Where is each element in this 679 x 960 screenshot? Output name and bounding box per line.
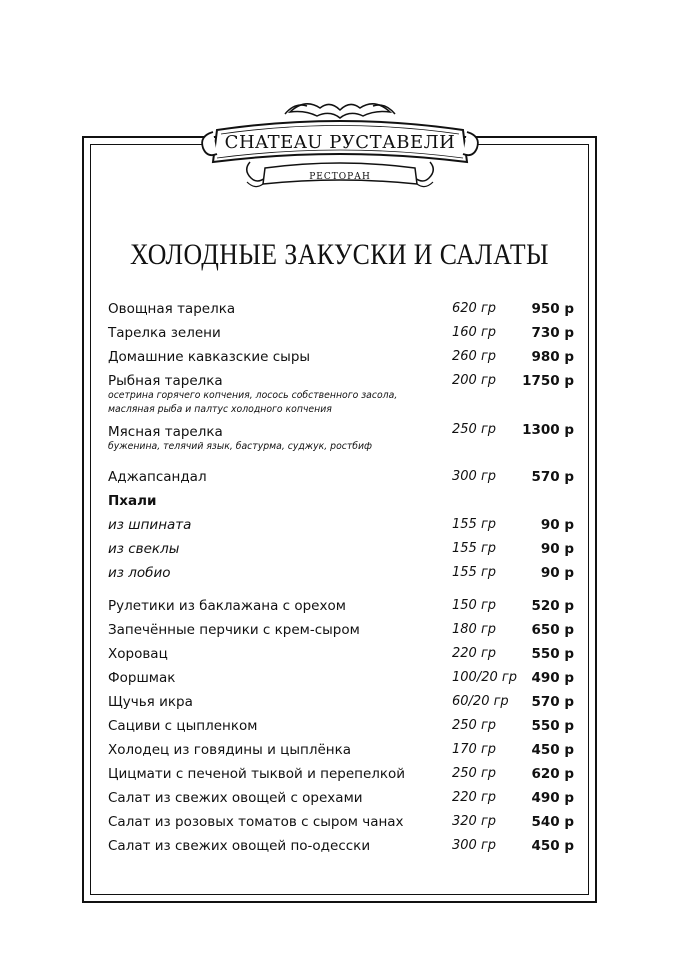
item-price: 450 р <box>531 742 574 758</box>
item-name: Пхали <box>108 493 157 509</box>
item-name: Домашние кавказские сыры <box>108 349 311 365</box>
item-name: Овощная тарелка <box>108 301 236 317</box>
item-weight: 220 гр <box>452 646 497 661</box>
item-weight: 160 гр <box>452 325 497 340</box>
item-weight: 260 гр <box>452 349 497 364</box>
item-name: Салат из розовых томатов с сыром чанах <box>108 814 404 830</box>
item-price: 950 р <box>531 301 574 317</box>
item-weight: 200 гр <box>452 373 497 388</box>
item-weight: 300 гр <box>452 838 497 853</box>
item-price: 570 р <box>531 469 574 485</box>
item-name: Мясная тарелка <box>108 424 223 440</box>
item-price: 620 р <box>531 766 574 782</box>
item-weight: 220 гр <box>452 790 497 805</box>
item-name: Цицмати с печеной тыквой и перепелкой <box>108 766 406 782</box>
item-weight: 100/20 гр <box>452 670 517 685</box>
item-weight: 180 гр <box>452 622 497 637</box>
item-price: 550 р <box>531 646 574 662</box>
item-name: Запечённые перчики с крем-сыром <box>108 622 360 638</box>
item-name: Хоровац <box>108 646 168 662</box>
item-name: Аджапсандал <box>108 469 207 485</box>
brand-subtitle: РЕСТОРАН <box>309 172 371 182</box>
item-price: 490 р <box>531 790 574 806</box>
item-weight: 320 гр <box>452 814 497 829</box>
item-price: 90 р <box>540 565 574 581</box>
item-description: осетрина горячего копчения, лосось собственного засола, <box>108 390 398 401</box>
item-name: Салат из свежих овощей по-одесски <box>108 838 371 854</box>
restaurant-logo <box>195 92 485 207</box>
item-price: 450 р <box>531 838 574 854</box>
item-weight: 620 гр <box>452 301 497 316</box>
menu-section-title: ХОЛОДНЫЕ ЗАКУСКИ И САЛАТЫ <box>130 238 549 271</box>
item-price: 650 р <box>531 622 574 638</box>
item-weight: 170 гр <box>452 742 497 757</box>
item-price: 550 р <box>531 718 574 734</box>
item-name: Рулетики из баклажана с орехом <box>108 598 346 614</box>
item-weight: 150 гр <box>452 598 497 613</box>
item-price: 520 р <box>531 598 574 614</box>
item-name: Форшмак <box>108 670 176 686</box>
item-name: из свеклы <box>108 541 180 557</box>
item-description: буженина, телячий язык, бастурма, суджук, ростбиф <box>108 441 373 452</box>
item-price: 980 р <box>531 349 574 365</box>
item-weight: 60/20 гр <box>452 694 509 709</box>
item-name: Тарелка зелени <box>108 325 221 341</box>
item-price: 1750 р <box>522 373 574 389</box>
brand-name: CHATEAU РУСТАВЕЛИ <box>224 132 456 153</box>
item-price: 1300 р <box>522 422 574 438</box>
item-weight: 155 гр <box>452 565 497 580</box>
item-price: 490 р <box>531 670 574 686</box>
item-name: Рыбная тарелка <box>108 373 223 389</box>
item-name: из шпината <box>108 517 192 533</box>
item-description: масляная рыба и палтус холодного копчения <box>108 404 332 415</box>
item-price: 90 р <box>540 541 574 557</box>
item-weight: 155 гр <box>452 541 497 556</box>
item-name: из лобио <box>108 565 171 581</box>
item-name: Холодец из говядины и цыплёнка <box>108 742 351 758</box>
item-name: Щучья икра <box>108 694 193 710</box>
item-weight: 155 гр <box>452 517 497 532</box>
item-price: 90 р <box>540 517 574 533</box>
item-name: Салат из свежих овощей с орехами <box>108 790 363 806</box>
item-price: 540 р <box>531 814 574 830</box>
item-price: 570 р <box>531 694 574 710</box>
item-weight: 250 гр <box>452 766 497 781</box>
item-weight: 250 гр <box>452 422 497 437</box>
item-weight: 300 гр <box>452 469 497 484</box>
item-name: Сациви с цыпленком <box>108 718 258 734</box>
item-price: 730 р <box>531 325 574 341</box>
item-weight: 250 гр <box>452 718 497 733</box>
